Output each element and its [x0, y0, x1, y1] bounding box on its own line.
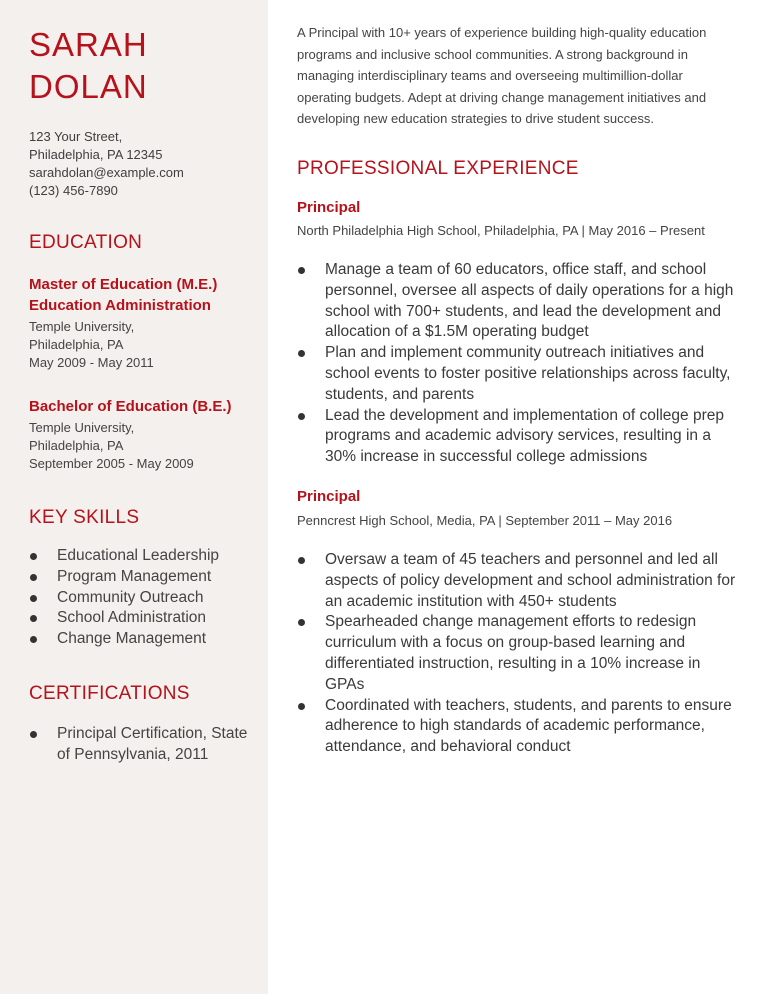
responsibility-item: Spearheaded change management efforts to redesign curriculum with a focus on group-based learning and differentiated instruction, resulting in a 10% increase in GPAs — [297, 612, 742, 695]
job-meta: North Philadelphia High School, Philadelphia, PA | May 2016 – Present — [297, 223, 705, 238]
skill-item: Program Management — [29, 567, 219, 588]
sidebar — [0, 0, 268, 994]
job-responsibilities — [297, 260, 742, 468]
skill-item: Educational Leadership — [29, 546, 219, 567]
job-meta: Penncrest High School, Media, PA | September 2011 – May 2016 — [297, 513, 673, 528]
responsibility-item: Lead the development and implementation of college prep programs and academic advisory services, resulting in a 30% increase in successful college admissions — [297, 406, 742, 468]
degree-title — [29, 396, 232, 417]
experience-heading: PROFESSIONAL EXPERIENCE — [297, 158, 579, 179]
degree-school: Temple University, — [29, 319, 135, 334]
degree-school: Temple University, — [29, 420, 135, 435]
degree-dates: May 2009 - May 2011 — [29, 355, 154, 370]
degree-title-line: Master of Education (M.E.) — [29, 276, 218, 293]
degree-details — [29, 419, 194, 473]
certification-item: Principal Certification, State of Pennsylvania, 2011 — [29, 724, 249, 766]
responsibility-item: Manage a team of 60 educators, office staff, and school personnel, oversee all aspects of daily operations for a high school with 700+ students, and lead the development and allocation of a $1.5M operating budget — [297, 260, 742, 343]
contact-street: 123 Your Street, — [29, 129, 123, 144]
degree-title — [29, 274, 217, 316]
last-name: DOLAN — [29, 68, 148, 105]
first-name: SARAH — [29, 26, 148, 63]
certifications-list — [29, 724, 249, 766]
candidate-name — [29, 24, 148, 108]
contact-email: sarahdolan@example.com — [29, 165, 184, 180]
skill-item: School Administration — [29, 608, 219, 629]
degree-dates: September 2005 - May 2009 — [29, 456, 194, 471]
contact-phone: (123) 456-7890 — [29, 183, 118, 198]
job-title: Principal — [297, 199, 361, 216]
responsibility-item: Coordinated with teachers, students, and parents to ensure adherence to high standards of academic performance, attendance, and behavioral conduct — [297, 696, 742, 758]
education-heading: EDUCATION — [29, 232, 143, 253]
contact-city: Philadelphia, PA 12345 — [29, 147, 163, 162]
responsibility-item: Plan and implement community outreach initiatives and school events to foster positive relationships across faculty, students, and parents — [297, 343, 742, 405]
responsibility-item: Oversaw a team of 45 teachers and personnel and led all aspects of policy development and school administration for an academic institution with 450+ students — [297, 550, 742, 612]
job-title: Principal — [297, 488, 361, 505]
degree-title-line: Bachelor of Education (B.E.) — [29, 398, 232, 415]
degree-details — [29, 318, 154, 372]
skill-item: Community Outreach — [29, 588, 219, 609]
contact-info — [29, 128, 184, 200]
degree-location: Philadelphia, PA — [29, 438, 124, 453]
skills-list — [29, 546, 219, 650]
certifications-heading: CERTIFICATIONS — [29, 683, 190, 704]
skill-item: Change Management — [29, 629, 219, 650]
skills-heading: KEY SKILLS — [29, 507, 140, 528]
degree-location: Philadelphia, PA — [29, 337, 124, 352]
professional-summary: A Principal with 10+ years of experience building high-quality education programs and inclusive school communities. A strong background in managing interdisciplinary teams and overseeing multimillion-dollar operating budgets. Adept at driving change management initiatives and developing new education strategies to drive student success. — [297, 25, 707, 126]
job-responsibilities — [297, 550, 742, 758]
degree-major: Education Administration — [29, 297, 211, 314]
